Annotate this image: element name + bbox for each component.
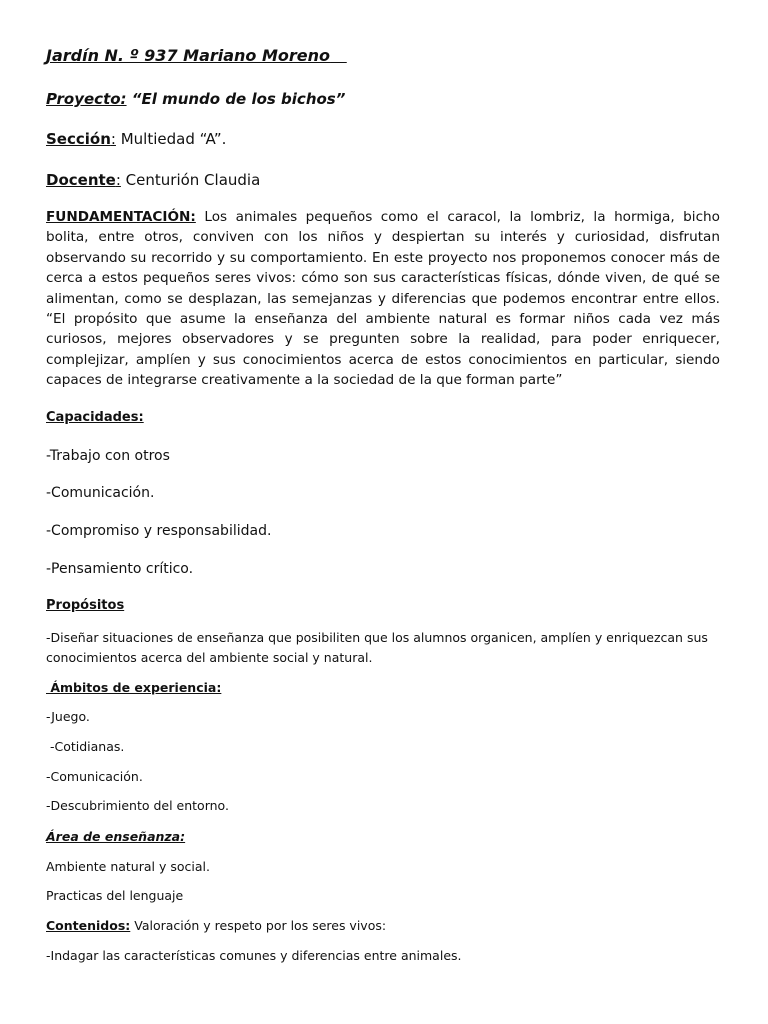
- teacher-value: Centurión Claudia: [120, 171, 261, 189]
- contenidos-line: [46, 918, 386, 933]
- project-label: Proyecto:: [46, 90, 127, 108]
- list-item: -Trabajo con otros: [46, 448, 170, 464]
- fundamentacion-text: Los animales pequeños como el caracol, la lombriz, la hormiga, bicho bolita, entre otros, conviven con los niños y despiertan su interés y curiosidad, disfrutan observando su recorrido y su comportamiento. En este proyecto nos proponemos conocer más de cerca a estos pequeños seres vivos: cómo son sus características físicas, dónde viven, de qué se alimentan, como se desplazan, las semejanzas y diferencias que podemos encontrar entre ellos. “El propósito que asume la enseñanza del ambiente natural es formar niños cada vez más curiosos, mejores observadores y se pregunten sobre la realidad, para poder enriquecer, complejizar, amplíen y sus conocimientos acerca de estos conocimientos en particular, siendo capaces de integrarse creativamente a la sociedad de la que forman parte”: [46, 209, 720, 389]
- list-item: Ambiente natural y social.: [46, 859, 210, 874]
- capacidades-heading: Capacidades:: [46, 410, 144, 425]
- section-value: Multiedad “A”.: [115, 130, 227, 148]
- list-item: -Comunicación.: [46, 485, 155, 501]
- teacher-label: Docente: [46, 171, 116, 189]
- fundamentacion-label: FUNDAMENTACIÓN:: [46, 209, 196, 225]
- project-line: [46, 90, 345, 108]
- list-item: -Indagar las características comunes y diferencias entre animales.: [46, 948, 462, 963]
- fundamentacion-paragraph: [46, 207, 720, 391]
- list-item: -Juego.: [46, 709, 90, 724]
- contenidos-label: Contenidos:: [46, 918, 131, 933]
- list-item: -Compromiso y responsabilidad.: [46, 523, 272, 539]
- contenidos-text: Valoración y respeto por los seres vivos:: [130, 918, 387, 933]
- list-item: -Pensamiento crítico.: [46, 561, 194, 577]
- propositos-heading: Propósitos: [46, 598, 125, 613]
- area-heading: Área de enseñanza:: [46, 829, 186, 844]
- list-item: -Descubrimiento del entorno.: [46, 798, 229, 813]
- section-line: Sección: Multiedad “A”.: [46, 130, 227, 148]
- list-item: -Comunicación.: [46, 769, 143, 784]
- propositos-text: -Diseñar situaciones de enseñanza que posibiliten que los alumnos organicen, amplíen y enriquezcan sus conocimientos acerca del ambiente social y natural.: [46, 630, 708, 665]
- school-title: Jardín N. º 937 Mariano Moreno: [46, 46, 331, 65]
- ambitos-heading: Ámbitos de experiencia:: [46, 680, 222, 695]
- teacher-line: Docente: Centurión Claudia: [46, 171, 261, 189]
- project-value: “El mundo de los bichos”: [131, 90, 346, 108]
- list-item: Practicas del lenguaje: [46, 888, 184, 903]
- section-label: Sección: [46, 130, 111, 148]
- list-item: -Cotidianas.: [46, 739, 125, 754]
